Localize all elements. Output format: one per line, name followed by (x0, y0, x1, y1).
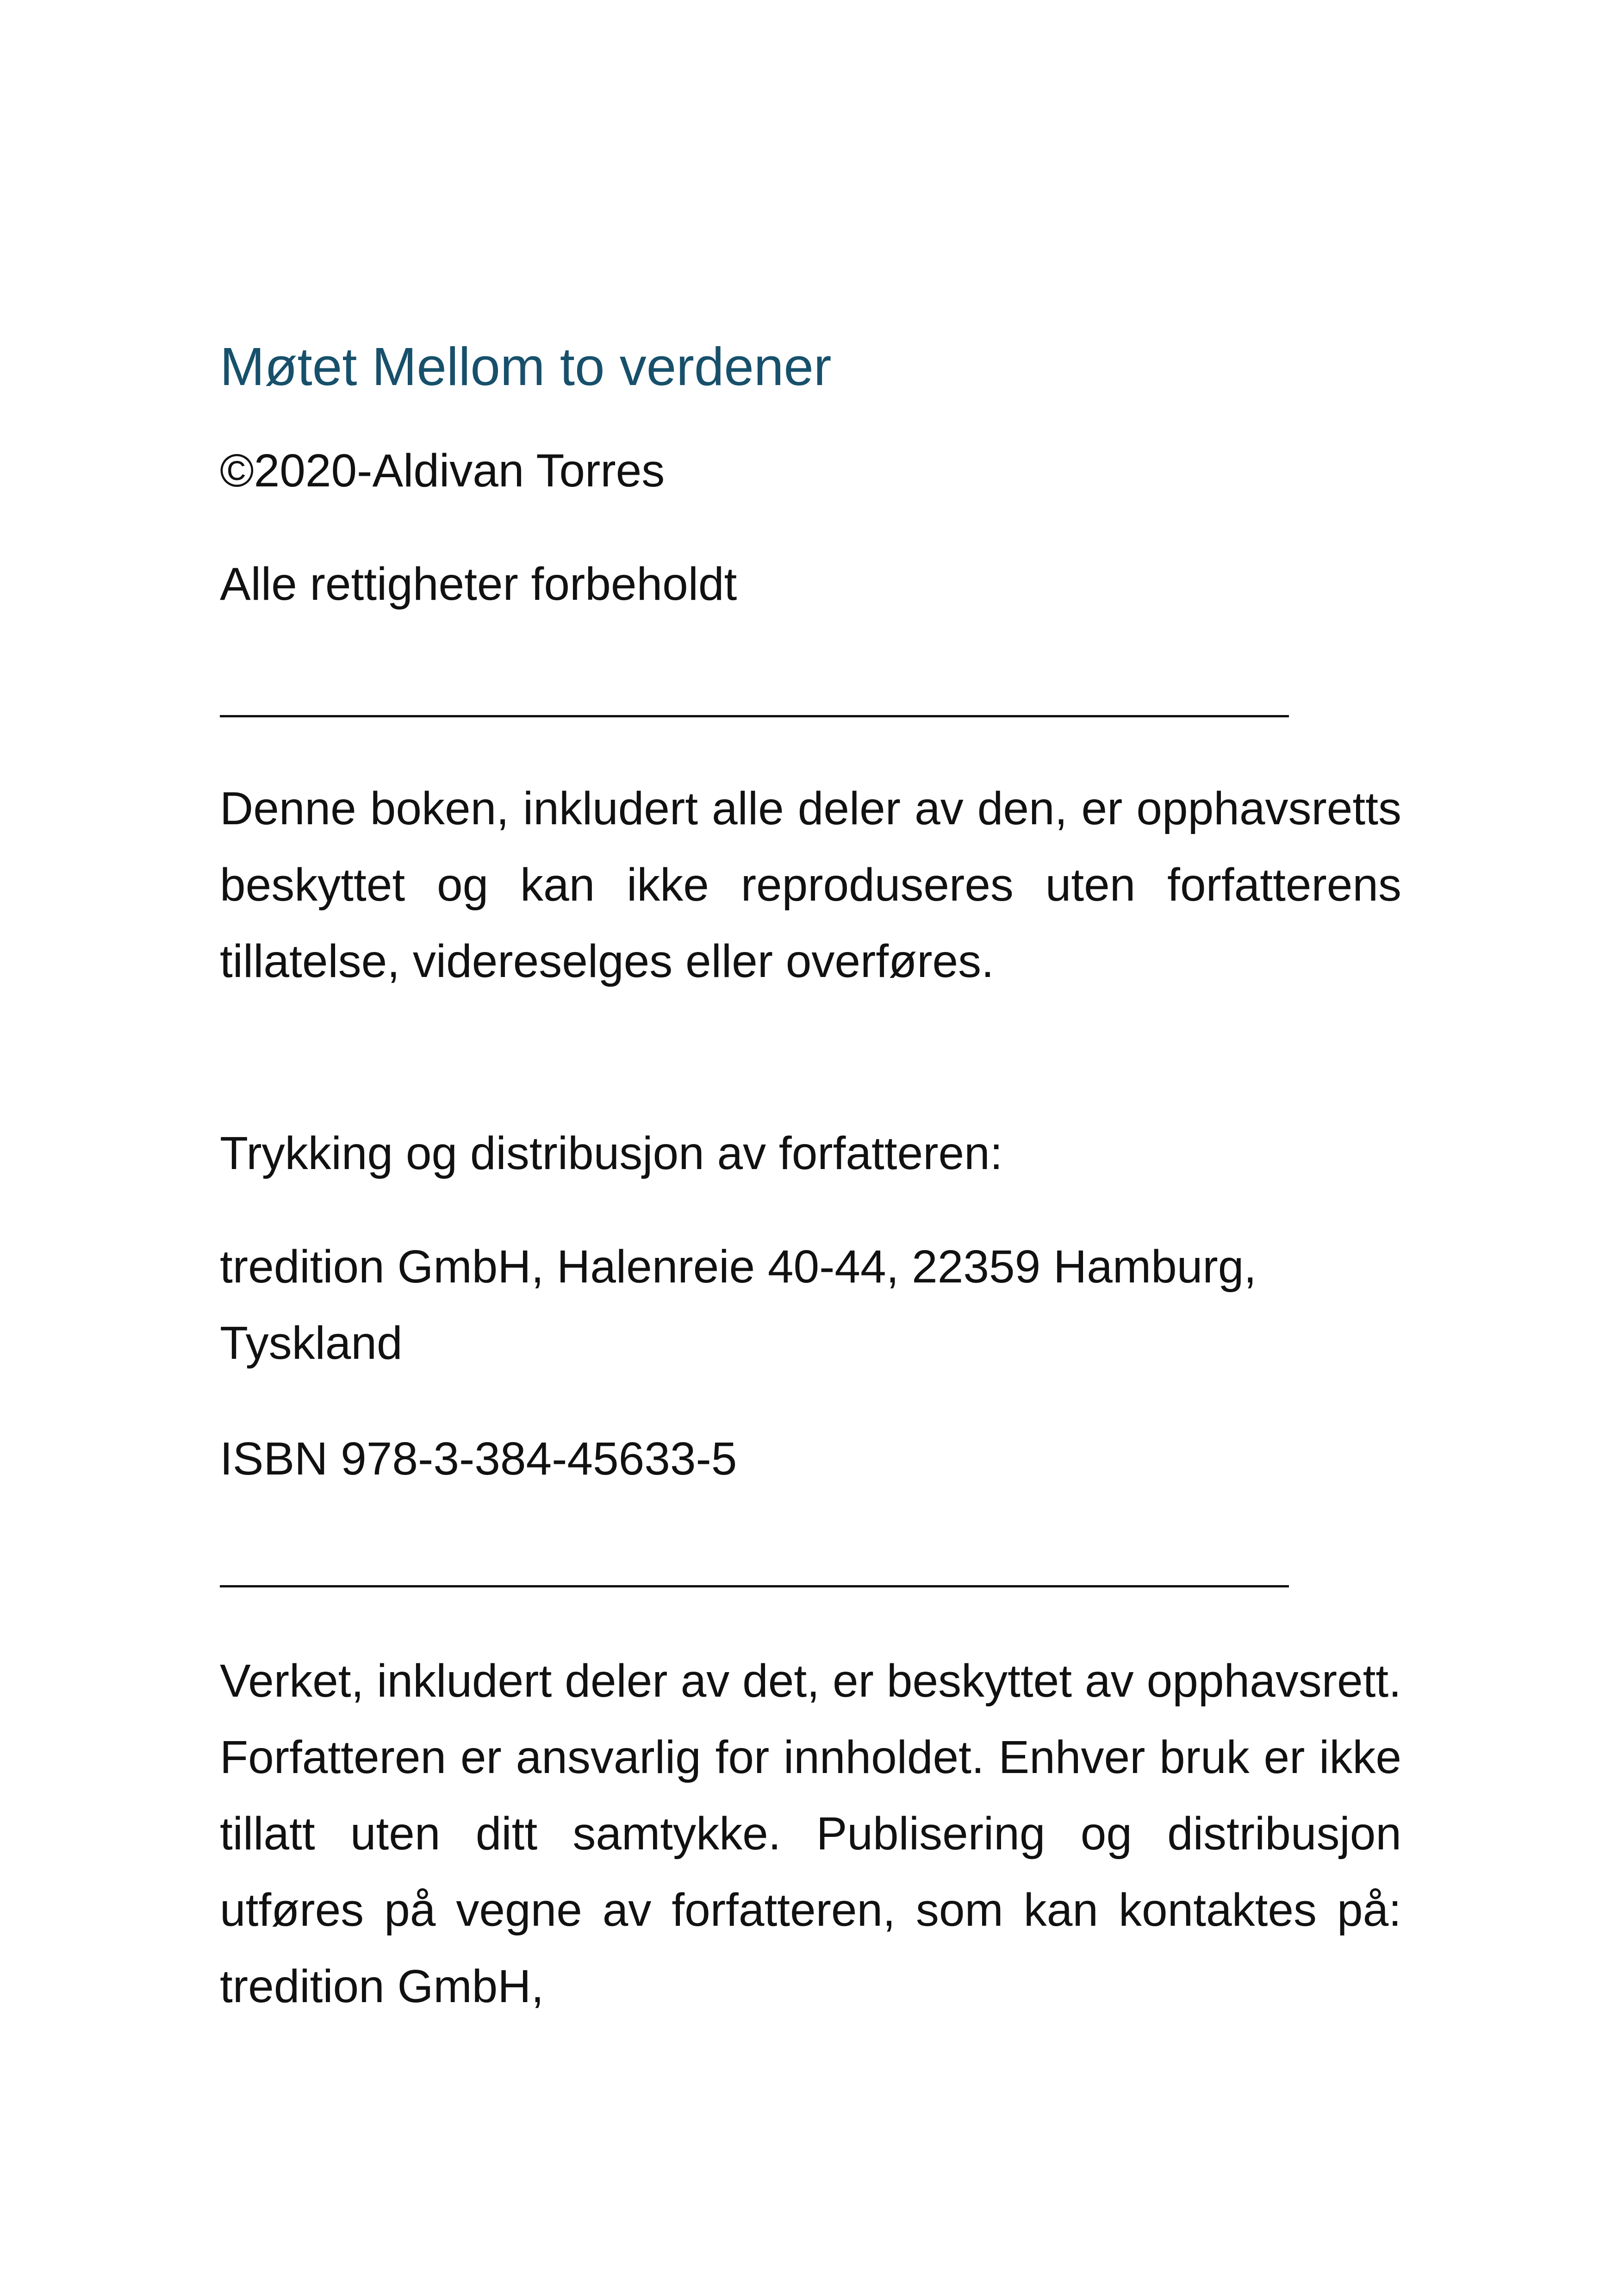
rights-statement: Alle rettigheter forbeholdt (220, 558, 737, 610)
divider-bottom (220, 1585, 1289, 1587)
publisher-address: tredition GmbH, Halenreie 40-44, 22359 Hamburg, Tyskland (220, 1241, 1257, 1369)
isbn: ISBN 978-3-384-45633-5 (220, 1433, 737, 1485)
printing-label: Trykking og distribusjon av forfatteren: (220, 1127, 1003, 1179)
legal-notice-paragraph: Verket, inkludert deler av det, er beskyttet av opphavsrett. Forfatteren er ansvarlig for innholdet. Enhver bruk er ikke tillatt uten ditt samtykke. Publisering og distribusjon utføres på vegne av forfatteren, som kan kontaktes på: tredition GmbH, (220, 1655, 1401, 2012)
divider-top (220, 715, 1289, 717)
copyright-notice-paragraph: Denne boken, inkludert alle deler av den, er opphavsretts beskyttet og kan ikke reproduseres uten forfatterens tillatelse, videreselges eller overføres. (220, 783, 1401, 987)
copyright-line: ©2020-Aldivan Torres (220, 445, 665, 497)
book-title: Møtet Mellom to verdener (220, 336, 832, 397)
